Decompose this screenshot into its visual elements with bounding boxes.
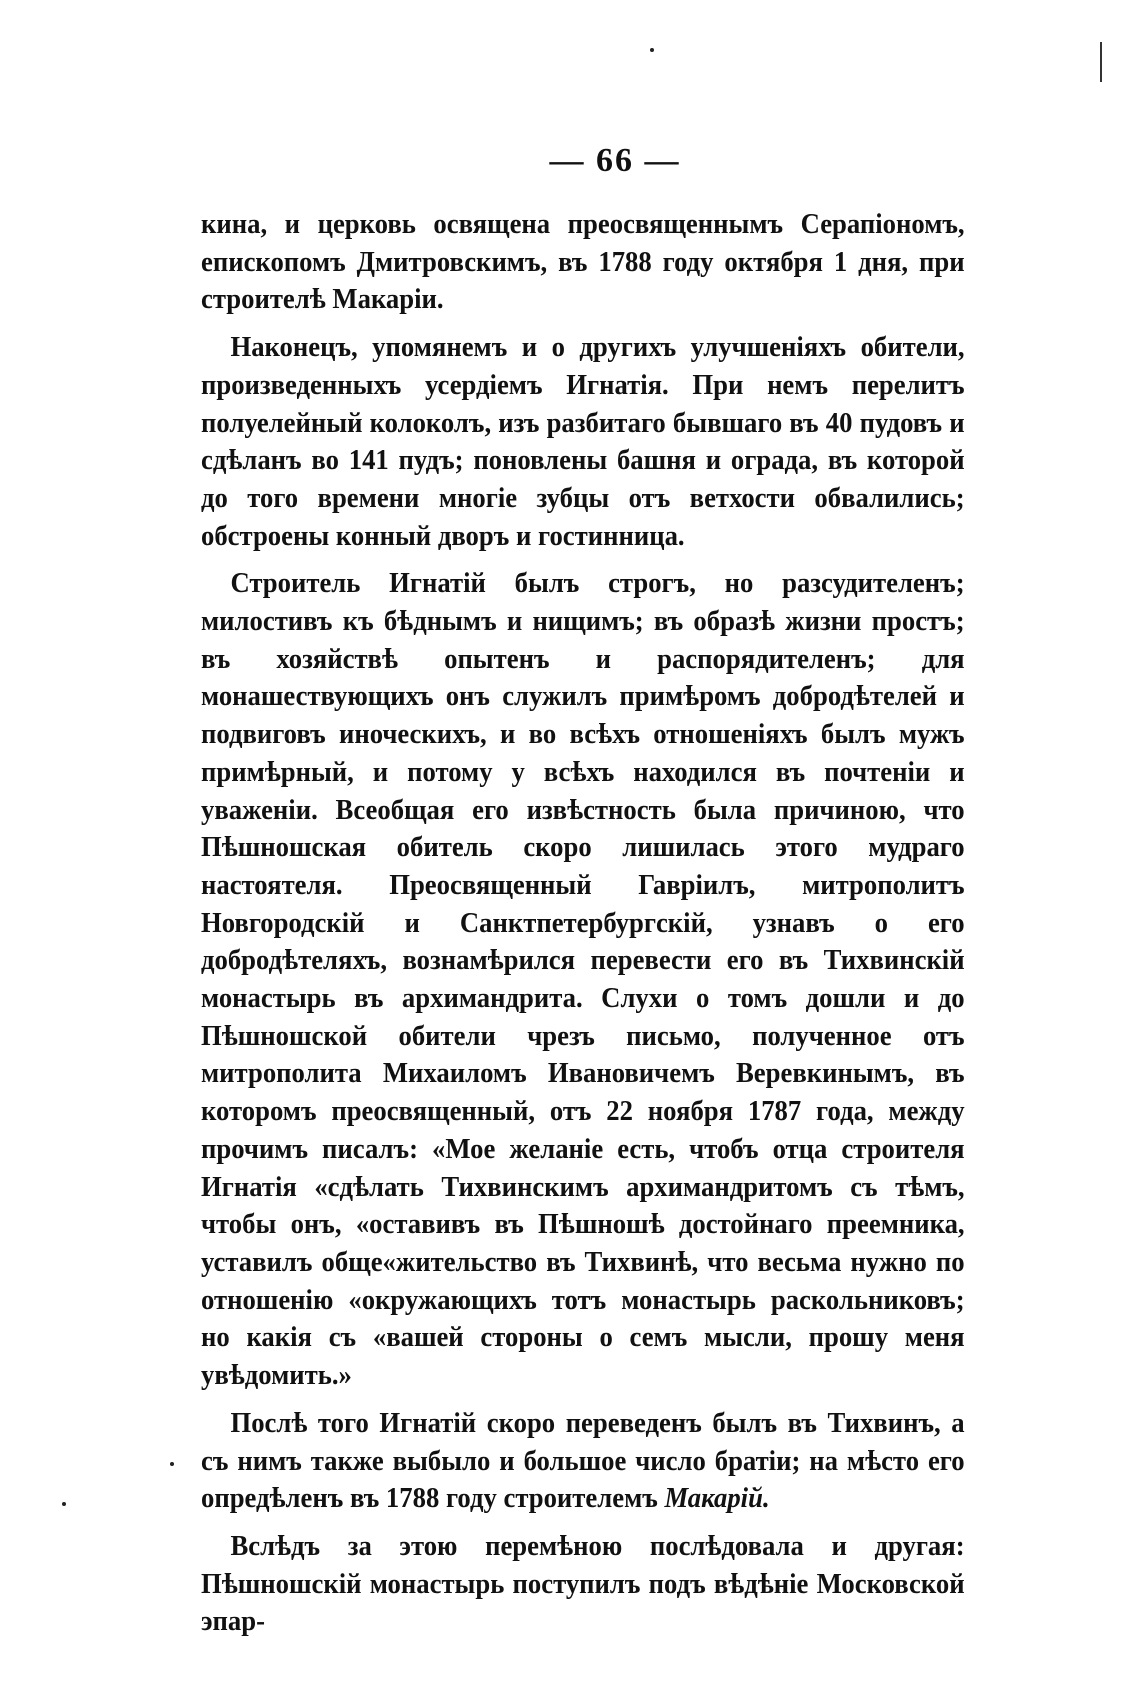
paragraph: Наконецъ, упомянемъ и о другихъ улучшеніяхъ обители, произведенныхъ усердіемъ Игнатія. При немъ перелитъ полуелейный колоколъ, изъ разбитаго бывшаго въ 40 пудовъ и сдѣланъ во 141 пудъ; поновлены башня и ограда, въ которой до того времени многіе зубцы отъ ветхости обвалились; обстроены конный дворъ и гостинница. bbox=[201, 331, 965, 552]
paragraph-text: Послѣ того Игнатій скоро переведенъ былъ въ Тихвинъ, а съ нимъ также выбыло и большое число братіи; на мѣсто его опредѣленъ въ 1788 году строителемъ bbox=[201, 1406, 965, 1515]
speck-mark bbox=[170, 1462, 174, 1466]
paragraph: Вслѣдъ за этою перемѣною послѣдовала и другая: Пѣшношскій монастырь поступилъ подъ вѣдѣніе Московской эпар- bbox=[201, 1529, 965, 1638]
body-text bbox=[201, 206, 965, 1651]
speck-mark bbox=[650, 48, 654, 52]
margin-line-mark bbox=[1100, 42, 1102, 82]
paragraph bbox=[201, 1405, 965, 1518]
paragraph: Строитель Игнатій былъ строгъ, но разсудителенъ; милостивъ къ бѣднымъ и нищимъ; въ образѣ жизни простъ; въ хозяйствѣ опытенъ и распорядителенъ; для монашествующихъ онъ служилъ примѣромъ добродѣтелей и подвиговъ иноческихъ, и во всѣхъ отношеніяхъ былъ мужъ примѣрный, и потому у всѣхъ находился въ почтеніи и уваженіи. Всеобщая его извѣстность была причиною, что Пѣшношская обитель скоро лишилась этого мудраго настоятеля. Преосвященный Гавріилъ, митрополитъ Новгородскій и Санктпетербургскій, узнавъ о его добродѣтеляхъ, вознамѣрился перевести его въ Тихвинскій монастырь въ архимандрита. Слухи о томъ дошли и до Пѣшношской обители чрезъ письмо, полученное отъ митрополита Михаиломъ Ивановичемъ Веревкинымъ, въ которомъ преосвященный, отъ 22 ноября 1787 года, между прочимъ писалъ: «Мое желаніе есть, чтобъ отца строителя Игнатія «сдѣлать Тихвинскимъ архимандритомъ съ тѣмъ, чтобы онъ, «оставивъ въ Пѣшношѣ достойнаго преемника, уставилъ обще«жительство въ Тихвинѣ, что весьма нужно по отношенію «окружающихъ тотъ монастырь раскольниковъ; но какія съ «вашей стороны о семъ мысли, прошу меня увѣдомить.» bbox=[201, 567, 965, 1392]
speck-mark bbox=[62, 1502, 66, 1506]
page-number: — 66 — bbox=[549, 142, 681, 179]
paragraph: кина, и церковь освящена преосвященнымъ Серапіономъ, епископомъ Дмитровскимъ, въ 1788 году октября 1 дня, при строителѣ Макаріи. bbox=[201, 208, 965, 316]
emphasized-name: Макарій. bbox=[664, 1482, 770, 1515]
